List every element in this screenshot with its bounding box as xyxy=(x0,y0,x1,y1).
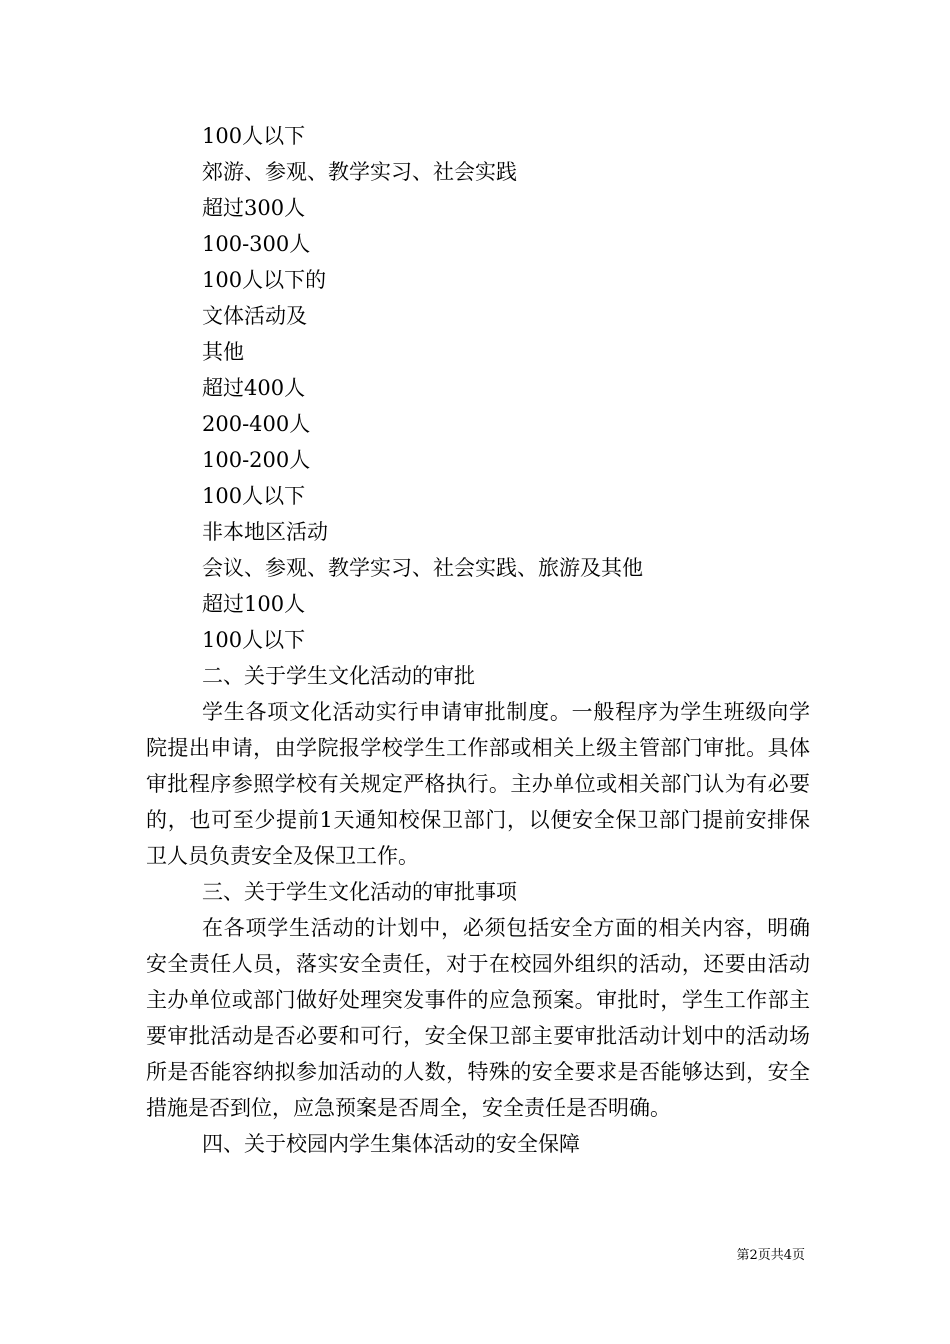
text-line-10: 100-200人 xyxy=(202,448,311,472)
text-line-8: 超过400人 xyxy=(202,376,306,400)
text-line-11: 100人以下 xyxy=(202,484,306,508)
text-line-1: 100人以下 xyxy=(202,124,306,148)
text-line-9: 200-400人 xyxy=(202,412,311,436)
text-line-12: 非本地区活动 xyxy=(202,520,328,544)
page-number-footer: 第2页共4页 xyxy=(736,1248,805,1263)
text-line-6: 文体活动及 xyxy=(202,304,307,328)
section-2-heading: 二、关于学生文化活动的审批 xyxy=(202,664,475,688)
text-line-5: 100人以下的 xyxy=(202,268,327,292)
section-4-heading: 四、关于校园内学生集体活动的安全保障 xyxy=(202,1132,580,1156)
section-2-paragraph: 学生各项文化活动实行申请审批制度。一般程序为学生班级向学院提出申请，由学院报学校学生工作部或相关上级主管部门审批。具体审批程序参照学校有关规定严格执行。主办单位或相关部门认为有必要的，也可至少提前1天通知校保卫部门，以便安全保卫部门提前安排保卫人员负责安全及保卫工作。 xyxy=(146,700,810,868)
text-line-3: 超过300人 xyxy=(202,196,306,220)
text-line-7: 其他 xyxy=(202,340,244,364)
text-line-13: 会议、参观、教学实习、社会实践、旅游及其他 xyxy=(202,556,643,580)
text-line-4: 100-300人 xyxy=(202,232,311,256)
section-3-paragraph: 在各项学生活动的计划中，必须包括安全方面的相关内容，明确安全责任人员，落实安全责任，对于在校园外组织的活动，还要由活动主办单位或部门做好处理突发事件的应急预案。审批时，学生工作部主要审批活动是否必要和可行，安全保卫部主要审批活动计划中的活动场所是否能容纳拟参加活动的人数，特殊的安全要求是否能够达到，安全措施是否到位，应急预案是否周全，安全责任是否明确。 xyxy=(146,916,810,1120)
text-line-2: 郊游、参观、教学实习、社会实践 xyxy=(202,160,517,184)
document-body xyxy=(146,118,810,1162)
section-3-heading: 三、关于学生文化活动的审批事项 xyxy=(202,880,517,904)
text-line-15: 100人以下 xyxy=(202,628,306,652)
text-line-14: 超过100人 xyxy=(202,592,306,616)
